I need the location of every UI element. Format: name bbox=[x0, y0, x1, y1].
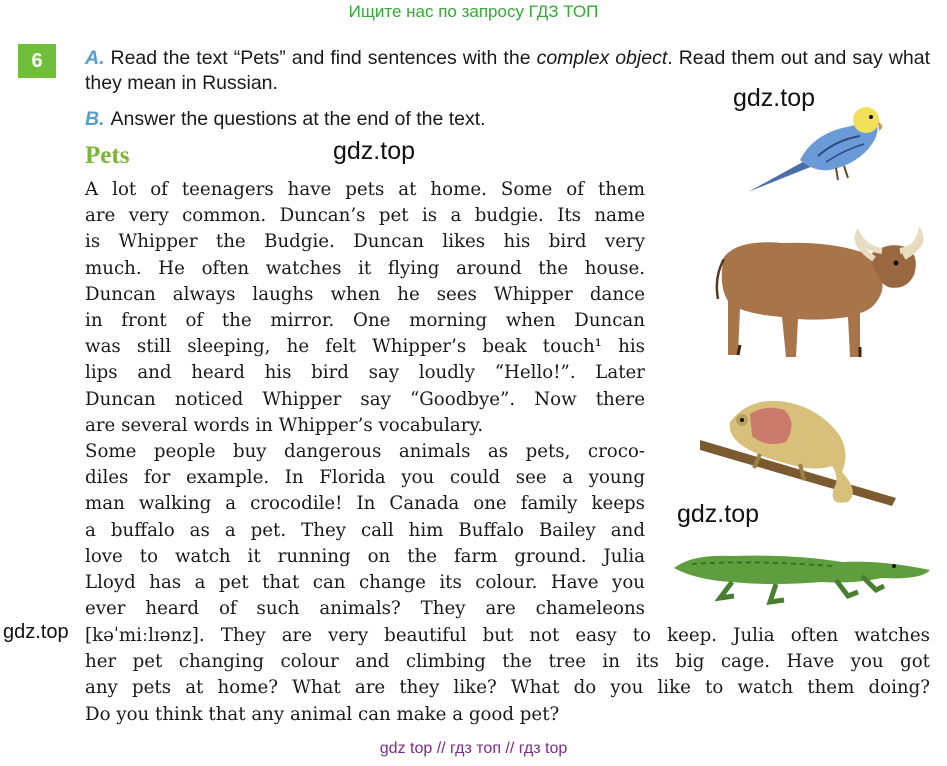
task-a-text-after: . Read them out and say what they mean in Russian. bbox=[85, 47, 930, 94]
text-line: diles for example. In Florida you could see a young bbox=[85, 467, 645, 489]
text-line: Lloyd has a pet that can change its colour. Have you bbox=[85, 572, 645, 594]
text-line: Duncan always laughs when he sees Whipper dance bbox=[85, 283, 645, 305]
text-line: her pet changing colour and climbing the tree in its big cage. Have you got bbox=[85, 651, 930, 673]
text-line: love to watch it running on the farm ground. Julia bbox=[85, 545, 645, 567]
text-line: Some people buy dangerous animals as pets, croco- bbox=[85, 441, 645, 463]
task-a-text-before: Read the text “Pets” and find sentences with the bbox=[110, 47, 531, 69]
task-a-letter: A. bbox=[85, 47, 105, 69]
text-line: lips and heard his bird say loudly “Hello!”. Later bbox=[85, 362, 645, 384]
text-line: was still sleeping, he felt Whipper’s beak touch¹ his bbox=[85, 336, 645, 358]
article-body-wide bbox=[85, 623, 930, 728]
task-b bbox=[85, 107, 486, 132]
task-b-text: Answer the questions at the end of the text. bbox=[110, 108, 486, 130]
text-line: much. He often watches it flying around the house. bbox=[85, 257, 645, 279]
watermark: gdz.top bbox=[733, 84, 816, 112]
text-line: ever heard of such animals? They are chameleons bbox=[85, 598, 645, 620]
text-line: man walking a crocodile! In Canada one family keeps bbox=[85, 493, 645, 515]
buffalo-illustration bbox=[710, 225, 930, 365]
text-line: Do you think that any animal can make a good pet? bbox=[85, 703, 560, 725]
text-line: A lot of teenagers have pets at home. Some of them bbox=[85, 179, 645, 200]
text-line: is Whipper the Budgie. Duncan likes his bird very bbox=[85, 231, 645, 253]
article-title: Pets bbox=[85, 142, 130, 169]
crocodile-illustration bbox=[672, 540, 934, 610]
task-a-term: complex object bbox=[536, 47, 668, 69]
chameleon-illustration bbox=[700, 392, 900, 512]
exercise-number-badge: 6 bbox=[18, 44, 56, 78]
watermark: gdz.top bbox=[333, 137, 416, 165]
text-line: a buffalo as a pet. They call him Buffalo Bailey and bbox=[85, 519, 645, 541]
text-line: [kəˈmiːlɪənz]. They are very beautiful but not easy to keep. Julia often watches bbox=[85, 625, 930, 646]
text-line: any pets at home? What are they like? What do you like to watch them doing? bbox=[85, 677, 930, 699]
watermark: gdz.top bbox=[3, 621, 69, 643]
top-banner[interactable]: Ищите нас по запросу ГДЗ ТОП bbox=[348, 2, 599, 21]
watermark: gdz.top bbox=[677, 500, 760, 528]
text-line: are very common. Duncan’s pet is a budgie. Its name bbox=[85, 205, 645, 227]
text-line: Duncan noticed Whipper say “Goodbye”. Now there bbox=[85, 388, 645, 410]
task-b-letter: B. bbox=[85, 108, 105, 130]
footer-links[interactable]: gdz top // гдз топ // гдз top bbox=[379, 740, 568, 757]
budgie-illustration bbox=[740, 100, 890, 200]
article-body-narrow bbox=[85, 177, 645, 622]
text-line: are several words in Whipper’s vocabulary. bbox=[85, 414, 484, 436]
text-line: in front of the mirror. One morning when Duncan bbox=[85, 310, 645, 332]
